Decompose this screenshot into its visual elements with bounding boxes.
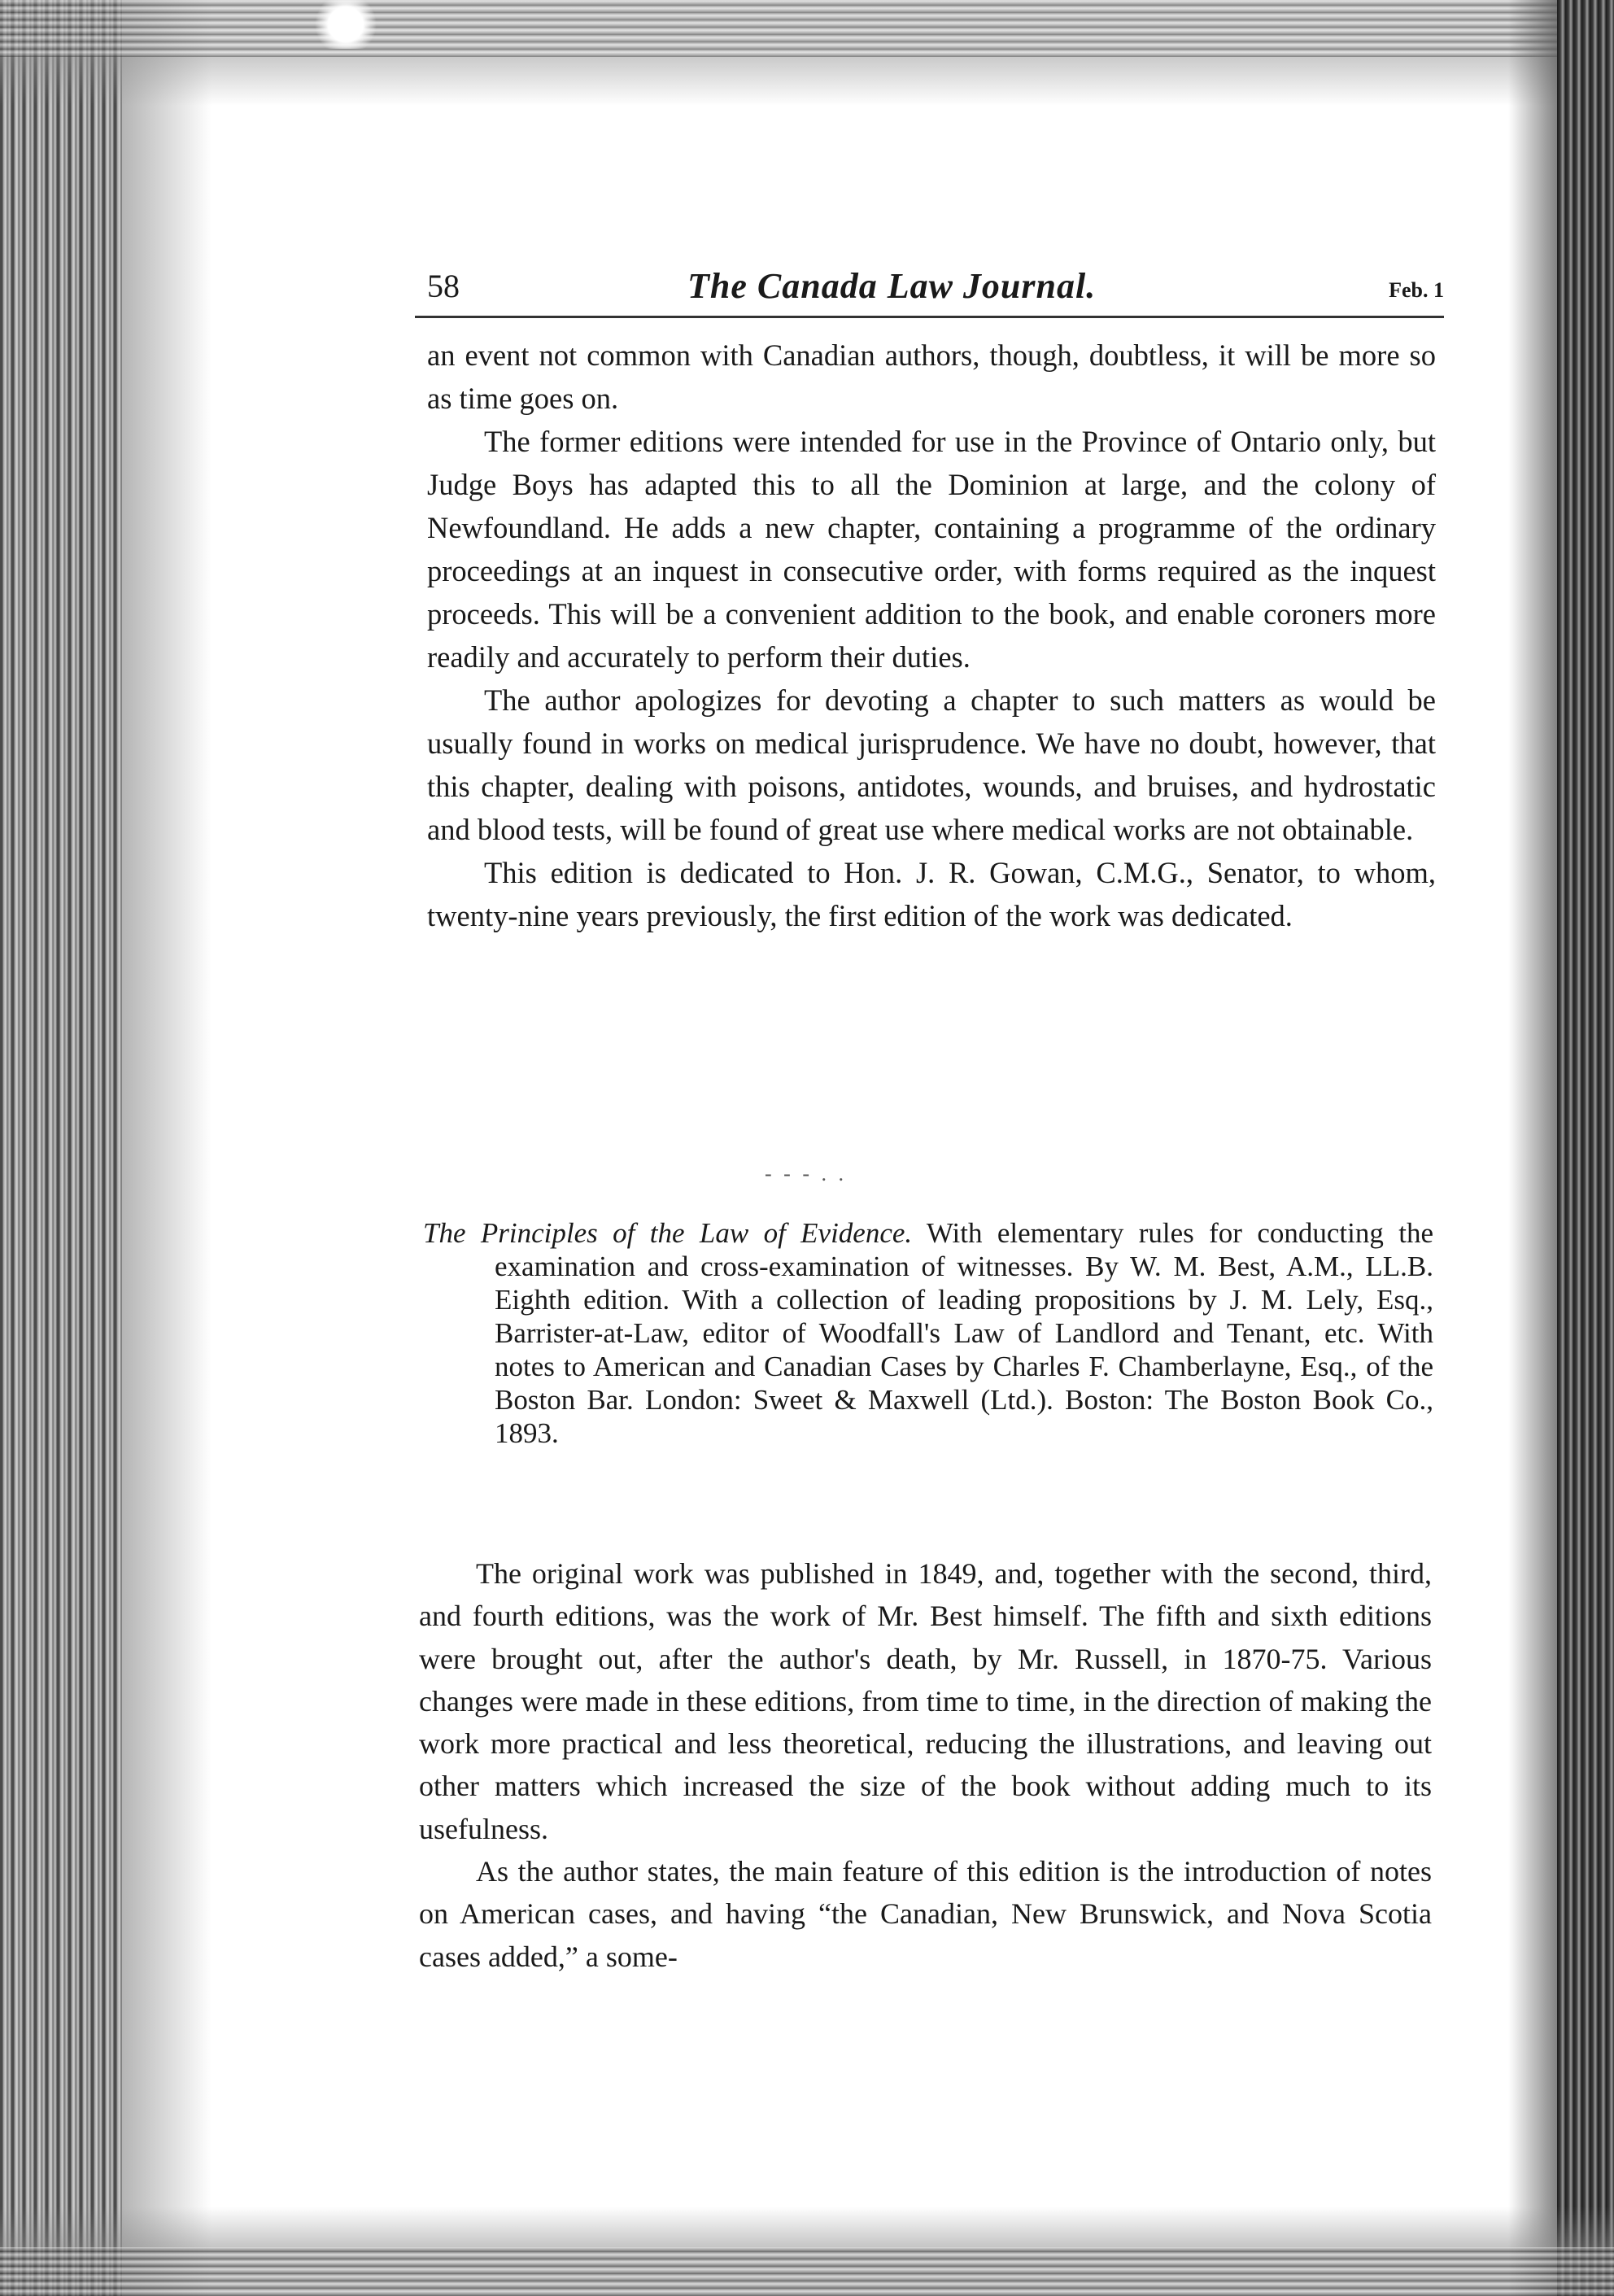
running-header — [427, 267, 1444, 316]
paragraph: The original work was published in 1849, and, together with the second, third, and fourth editions, was the work of Mr. Best himself. The fifth and sixth editions were brought out, after the author's death, by Mr. Russell, in 1870-75. Various changes were made in these editions, from time to time, in the direction of making the work more practical and less theoretical, reducing the illustrations, and leaving out other matters which increased the size of the book without adding much to its usefulness. — [419, 1557, 1432, 1845]
citation-title: The Principles of the Law of Evidence. — [423, 1217, 913, 1249]
issue-date: Feb. 1 — [1389, 278, 1444, 302]
review-two-body — [419, 1552, 1432, 1978]
section-separator: - - - . . — [765, 1162, 847, 1185]
paragraph: The former editions were intended for use in the Province of Ontario only, but Judge Boys has adapted this to all the Dominion at large, and the colony of Newfoundland. He adds a new chapter, containing a programme of the ordinary proceedings at an inquest in consecutive order, with forms required as the inquest proceeds. This will be a convenient addition to the book, and enable coroners more readily and accurately to perform their duties. — [427, 425, 1436, 674]
book-citation — [423, 1216, 1433, 1450]
citation-details: With elementary rules for conducting the examination and cross-examination of witnesses. By W. M. Best, A.M., LL.B. Eighth edition. With a collection of leading propositions by J. M. Lely, Esq., Barrister-at-Law, editor of Woodfall's Law of Landlord and Tenant, etc. With notes to American and Canadian Cases by Charles F. Chamberlayne, Esq., of the Boston Bar. London: Sweet & Maxwell (Ltd.). Boston: The Boston Book Co., 1893. — [495, 1217, 1433, 1449]
journal-title: The Canada Law Journal. — [687, 266, 1097, 306]
paragraph: As the author states, the main feature of this edition is the introduction of notes on American cases, and having “the Canadian, New Brunswick, and Nova Scotia cases added,” a some- — [419, 1855, 1432, 1973]
header-rule — [415, 316, 1444, 318]
review-one-body — [427, 334, 1436, 937]
page-number: 58 — [427, 268, 460, 304]
paragraph: an event not common with Canadian authors, though, doubtless, it will be more so as time goes on. — [427, 338, 1436, 415]
paragraph: This edition is dedicated to Hon. J. R. Gowan, C.M.G., Senator, to whom, twenty-nine years previously, the first edition of the work was dedicated. — [427, 856, 1436, 932]
paragraph: The author apologizes for devoting a chapter to such matters as would be usually found in works on medical jurisprudence. We have no doubt, however, that this chapter, dealing with poisons, antidotes, wounds, and bruises, and hydrostatic and blood tests, will be found of great use where medical works are not obtainable. — [427, 683, 1436, 846]
